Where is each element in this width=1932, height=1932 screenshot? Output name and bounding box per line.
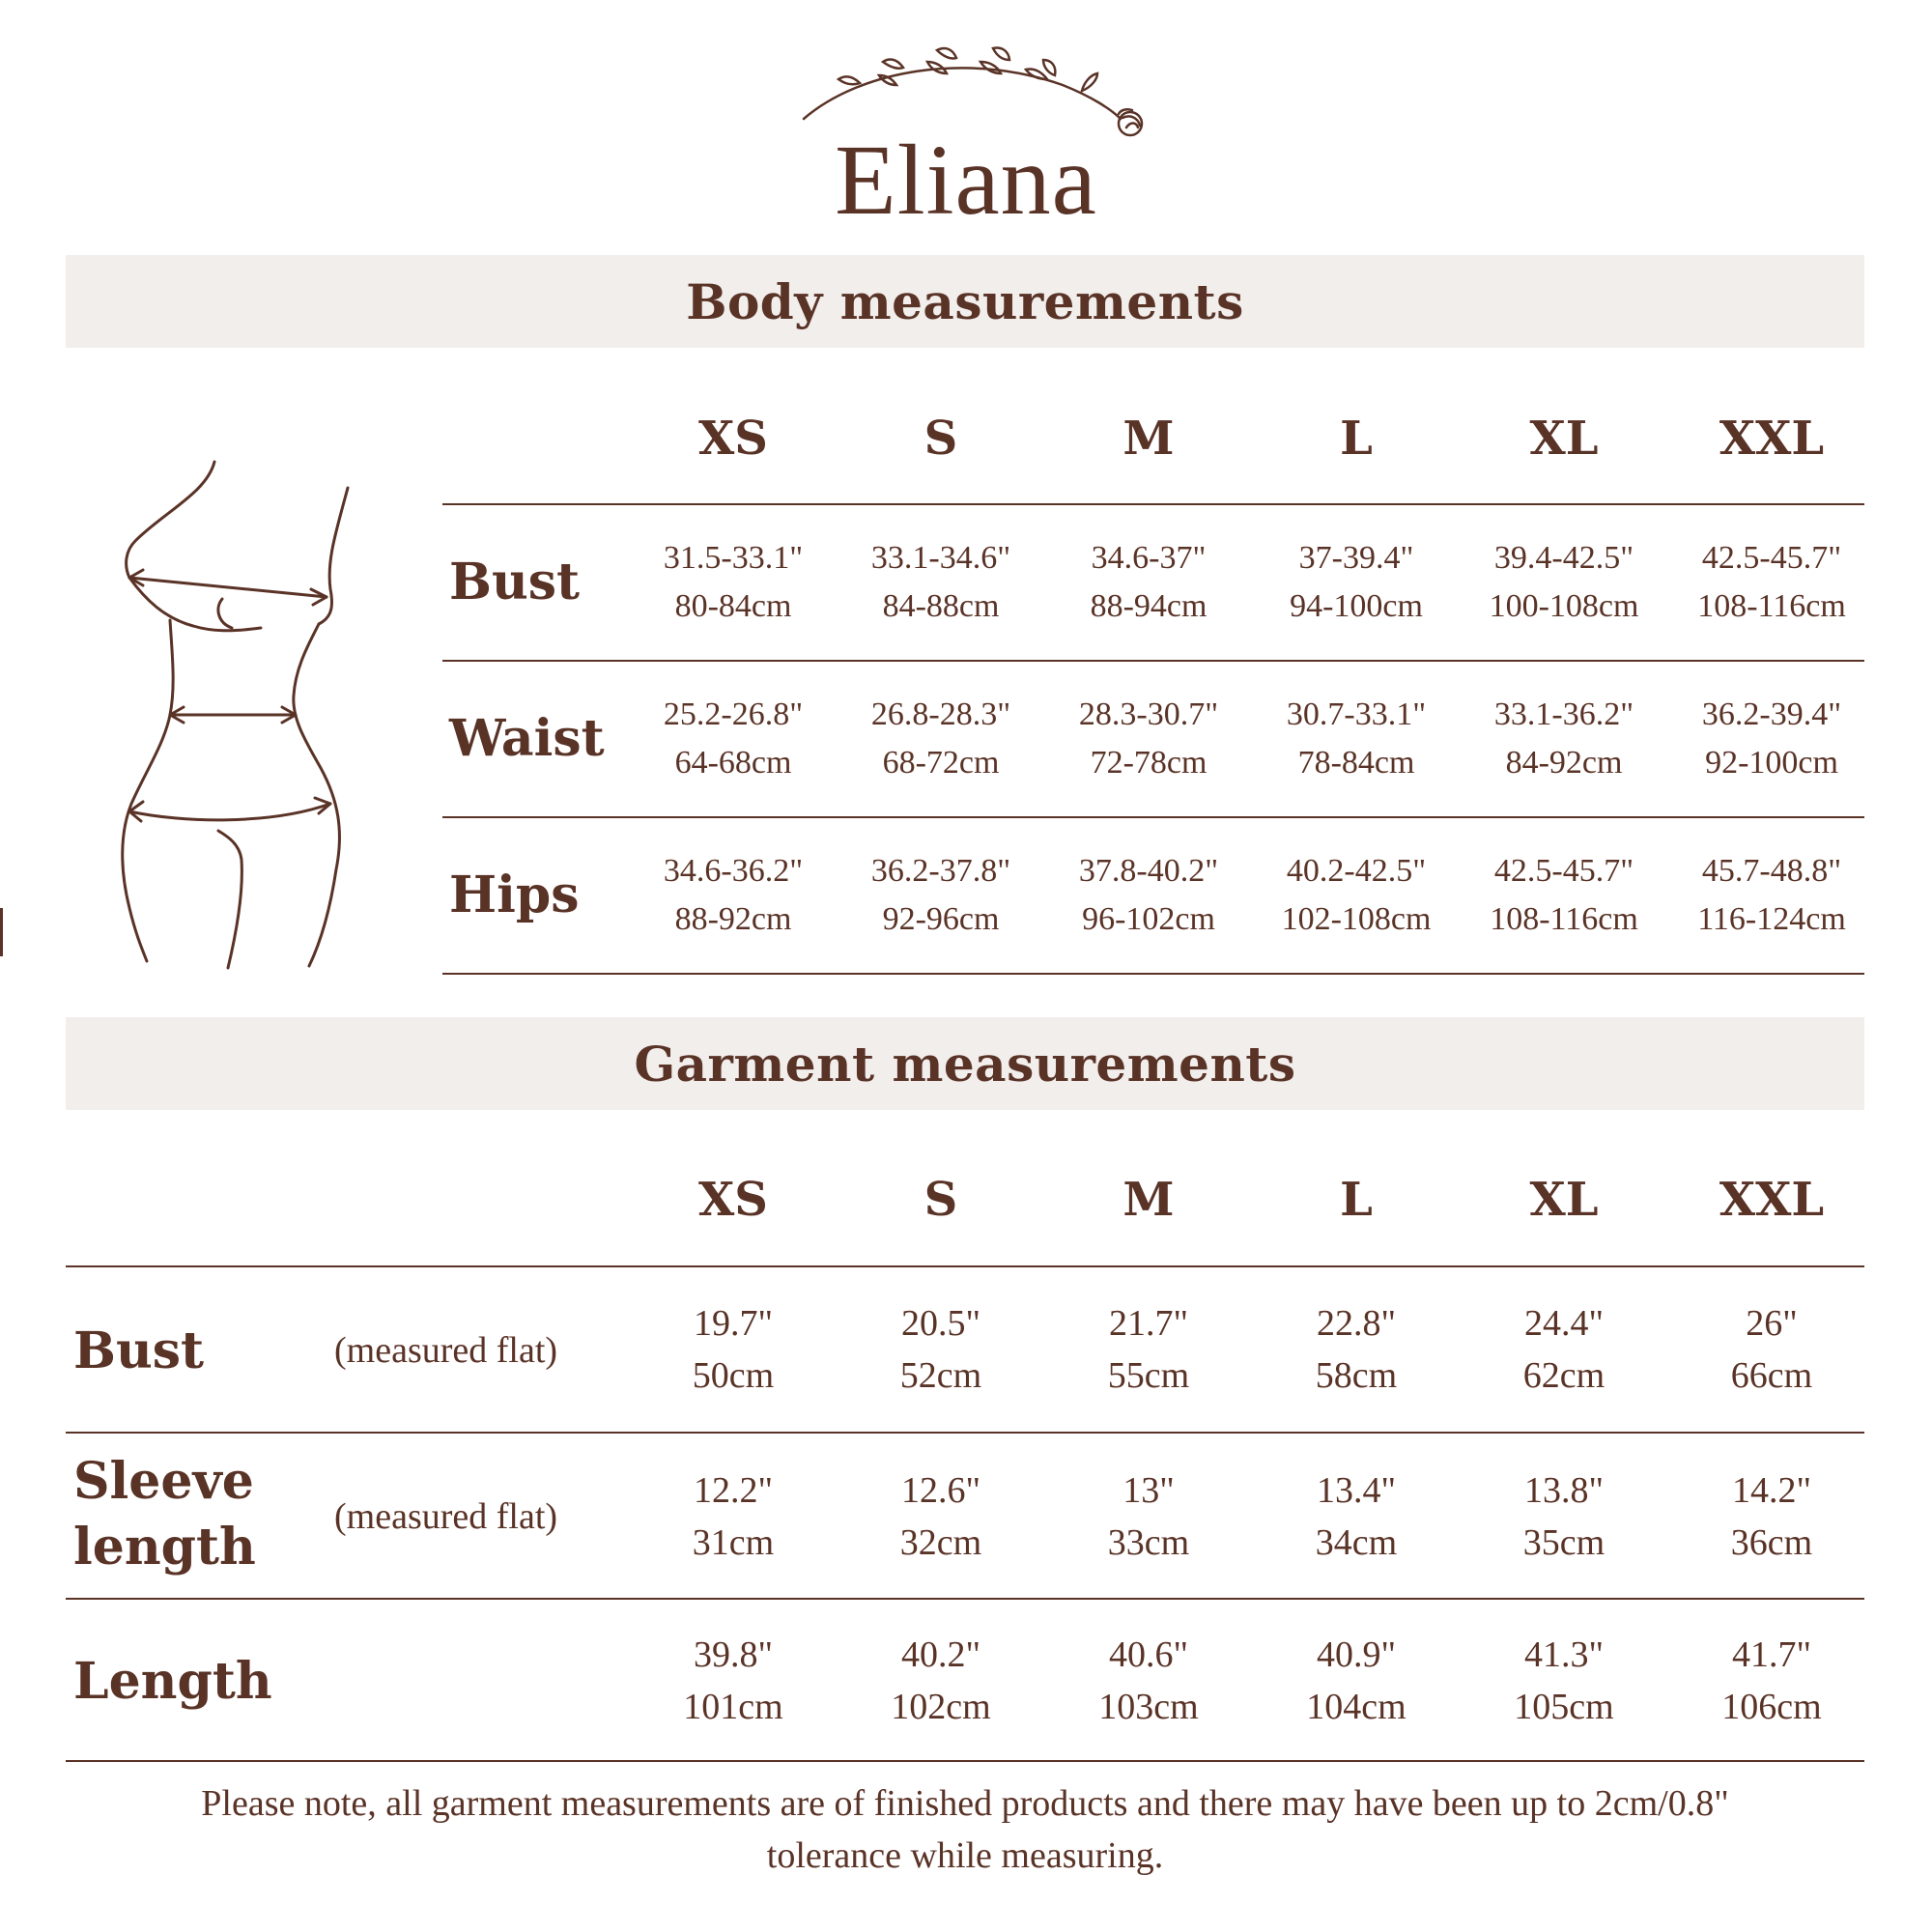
body-measurements-title: Body measurements <box>686 272 1244 330</box>
body-cell: 34.6-36.2" 88-92cm <box>663 853 804 937</box>
garment-size-s: S <box>923 1173 958 1227</box>
garment-cell: 20.5" 52cm <box>899 1303 982 1396</box>
body-size-xs: XS <box>698 412 768 466</box>
garment-size-xl: XL <box>1529 1173 1599 1227</box>
body-cell: 36.2-39.4" 92-100cm <box>1701 696 1842 781</box>
garment-cell: 22.8" 58cm <box>1315 1303 1398 1396</box>
measured-flat-note: (measured flat) <box>334 1496 558 1537</box>
garment-cell: 13" 33cm <box>1107 1470 1190 1563</box>
measured-flat-note: (measured flat) <box>334 1330 558 1371</box>
body-cell: 45.7-48.8" 116-124cm <box>1697 853 1846 937</box>
edge-mark <box>0 908 3 956</box>
body-size-m: M <box>1122 412 1175 466</box>
body-cell: 33.1-36.2" 84-92cm <box>1493 696 1634 781</box>
body-cell: 42.5-45.7" 108-116cm <box>1490 853 1638 937</box>
body-cell: 25.2-26.8" 64-68cm <box>663 696 804 781</box>
garment-cell: 19.7" 50cm <box>692 1303 775 1396</box>
garment-cell: 40.2" 102cm <box>891 1634 991 1727</box>
body-size-xl: XL <box>1529 412 1599 466</box>
divider <box>66 1432 1864 1434</box>
divider <box>442 816 1864 818</box>
body-cell: 30.7-33.1" 78-84cm <box>1286 696 1427 781</box>
body-cell: 37.8-40.2" 96-102cm <box>1078 853 1219 937</box>
garment-cell: 12.6" 32cm <box>899 1470 982 1563</box>
garment-row-label: Bust <box>73 1321 205 1380</box>
body-cell: 36.2-37.8" 92-96cm <box>870 853 1011 937</box>
garment-size-m: M <box>1122 1173 1175 1227</box>
garment-cell: 12.2" 31cm <box>692 1470 775 1563</box>
garment-size-l: L <box>1340 1173 1373 1227</box>
body-size-s: S <box>923 412 958 466</box>
divider <box>442 973 1864 975</box>
garment-measurements-header <box>66 1017 1864 1110</box>
brand-name: Eliana <box>835 125 1097 236</box>
body-size-l: L <box>1340 412 1373 466</box>
garment-cell: 41.7" 106cm <box>1721 1634 1822 1727</box>
divider <box>442 503 1864 505</box>
body-row-label: Bust <box>449 553 581 611</box>
garment-cell: 13.8" 35cm <box>1522 1470 1605 1563</box>
garment-cell: 41.3" 105cm <box>1514 1634 1614 1727</box>
garment-size-xs: XS <box>698 1173 768 1227</box>
divider <box>442 660 1864 662</box>
garment-size-xxl: XXL <box>1719 1173 1825 1227</box>
body-cell: 26.8-28.3" 68-72cm <box>870 696 1011 781</box>
body-cell: 42.5-45.7" 108-116cm <box>1697 540 1846 624</box>
tolerance-note: Please note, all garment measurements are of finished products and there may have been up to 2cm/0.8" tolerance while measuring. <box>201 1783 1729 1876</box>
garment-measurements-title: Garment measurements <box>634 1035 1296 1093</box>
body-cell: 31.5-33.1" 80-84cm <box>663 540 804 624</box>
body-measurements-header <box>66 255 1864 348</box>
body-size-xxl: XXL <box>1719 412 1825 466</box>
garment-cell: 40.9" 104cm <box>1306 1634 1406 1727</box>
body-cell: 39.4-42.5" 100-108cm <box>1489 540 1639 624</box>
garment-cell: 13.4" 34cm <box>1315 1470 1398 1563</box>
garment-cell: 14.2" 36cm <box>1730 1470 1813 1563</box>
divider <box>66 1265 1864 1267</box>
body-row-label: Waist <box>449 709 605 768</box>
garment-row-label: Sleeve length <box>73 1452 256 1577</box>
garment-cell: 26" 66cm <box>1730 1303 1813 1396</box>
garment-cell: 24.4" 62cm <box>1522 1303 1605 1396</box>
body-cell: 28.3-30.7" 72-78cm <box>1078 696 1219 781</box>
body-cell: 33.1-34.6" 84-88cm <box>870 540 1011 624</box>
divider <box>66 1598 1864 1600</box>
body-outline-icon <box>106 454 377 976</box>
body-cell: 40.2-42.5" 102-108cm <box>1281 853 1432 937</box>
body-row-label: Hips <box>449 866 580 924</box>
garment-cell: 40.6" 103cm <box>1098 1634 1199 1727</box>
body-cell: 37-39.4" 94-100cm <box>1290 540 1423 624</box>
garment-row-label: Length <box>73 1652 272 1711</box>
garment-cell: 21.7" 55cm <box>1107 1303 1190 1396</box>
body-cell: 34.6-37" 88-94cm <box>1090 540 1208 624</box>
garment-cell: 39.8" 101cm <box>683 1634 783 1727</box>
divider <box>66 1760 1864 1762</box>
